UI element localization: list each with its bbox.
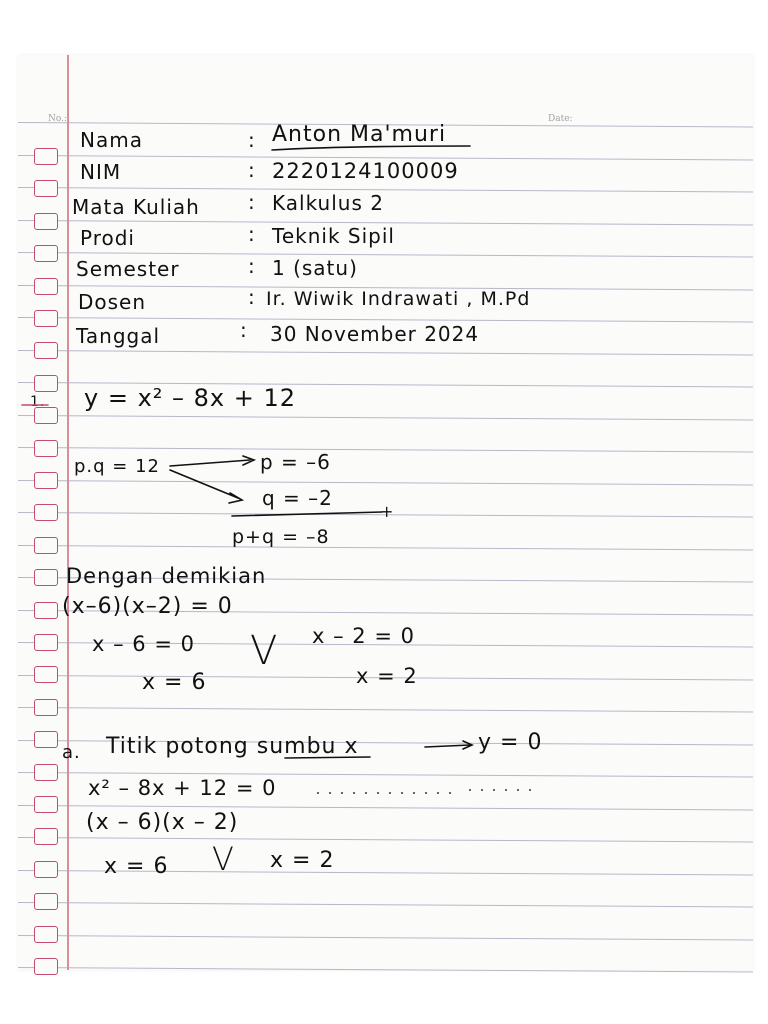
identity-label-tanggal: Tanggal — [76, 324, 161, 348]
solution-right-result: x = 2 — [356, 664, 418, 688]
dot — [329, 792, 331, 794]
identity-label-nama: Nama — [80, 128, 143, 152]
problem-number: 1. — [30, 394, 46, 410]
dot — [365, 792, 367, 794]
arrow-to-p — [170, 460, 250, 466]
identity-value-tanggal: 30 November 2024 — [270, 322, 480, 346]
identity-label-nim: NIM — [80, 160, 122, 184]
dot — [401, 792, 403, 794]
dot — [341, 792, 343, 794]
identity-value-dosen: Ir. Wiwik Indrawati , M.Pd — [266, 288, 531, 310]
dot — [517, 789, 519, 791]
sumbu-underline — [285, 757, 370, 758]
solution-left-eq: x – 6 = 0 — [92, 632, 195, 656]
part-a-line1: x² – 8x + 12 = 0 — [88, 776, 277, 800]
dot — [529, 789, 531, 791]
solution-left-result: x = 6 — [142, 670, 207, 695]
dot — [317, 792, 319, 794]
solution-intro: Dengan demikian — [66, 564, 267, 588]
part-a-title: Titik potong sumbu x — [106, 734, 359, 759]
part-a-label: a. — [62, 742, 81, 763]
identity-sep: : — [248, 158, 256, 182]
identity-sep: : — [248, 190, 256, 214]
dot — [413, 792, 415, 794]
identity-sep: : — [240, 318, 248, 342]
plus-sign: + — [380, 502, 395, 521]
identity-label-matkul: Mata Kuliah — [72, 195, 200, 219]
identity-label-prodi: Prodi — [80, 226, 135, 250]
part-a-line2: (x – 6)(x – 2) — [86, 810, 239, 835]
sum-line — [232, 512, 382, 516]
no-label: No.: — [48, 114, 68, 124]
arrow-to-q — [170, 470, 238, 498]
part-a-line3-left: x = 6 — [104, 854, 169, 879]
dot — [505, 789, 507, 791]
identity-sep: : — [248, 285, 256, 309]
nama-underline — [272, 146, 470, 150]
dot — [377, 792, 379, 794]
dot — [425, 792, 427, 794]
identity-label-dosen: Dosen — [78, 290, 147, 314]
dot — [449, 792, 451, 794]
part-a-or-symbol: V — [212, 840, 234, 878]
problem-equation: y = x² – 8x + 12 — [84, 384, 297, 412]
identity-sep: : — [248, 254, 256, 278]
solution-right-eq: x – 2 = 0 — [312, 624, 415, 648]
identity-value-nim: 2220124100009 — [272, 159, 459, 183]
pq-sum: p+q = –8 — [232, 526, 330, 548]
pq-product: p.q = 12 — [74, 456, 161, 477]
identity-value-prodi: Teknik Sipil — [272, 224, 395, 248]
dot — [469, 789, 471, 791]
identity-label-semester: Semester — [76, 257, 180, 281]
identity-value-semester: 1 (satu) — [272, 256, 358, 280]
solution-factored: (x–6)(x–2) = 0 — [62, 594, 233, 619]
or-symbol: V — [250, 628, 278, 674]
identity-sep: : — [248, 128, 256, 152]
identity-value-nama: Anton Ma'muri — [272, 122, 447, 147]
part-a-condition: y = 0 — [478, 730, 543, 755]
date-label: Date: — [548, 114, 573, 124]
part-a-arrow — [425, 745, 470, 747]
dot — [437, 792, 439, 794]
dot — [353, 792, 355, 794]
dot — [481, 789, 483, 791]
dot — [493, 789, 495, 791]
dot — [389, 792, 391, 794]
identity-sep: : — [248, 222, 256, 246]
q-value: q = –2 — [262, 486, 333, 510]
p-value: p = –6 — [260, 450, 331, 474]
identity-value-matkul: Kalkulus 2 — [272, 191, 384, 215]
part-a-line3-right: x = 2 — [270, 848, 335, 873]
